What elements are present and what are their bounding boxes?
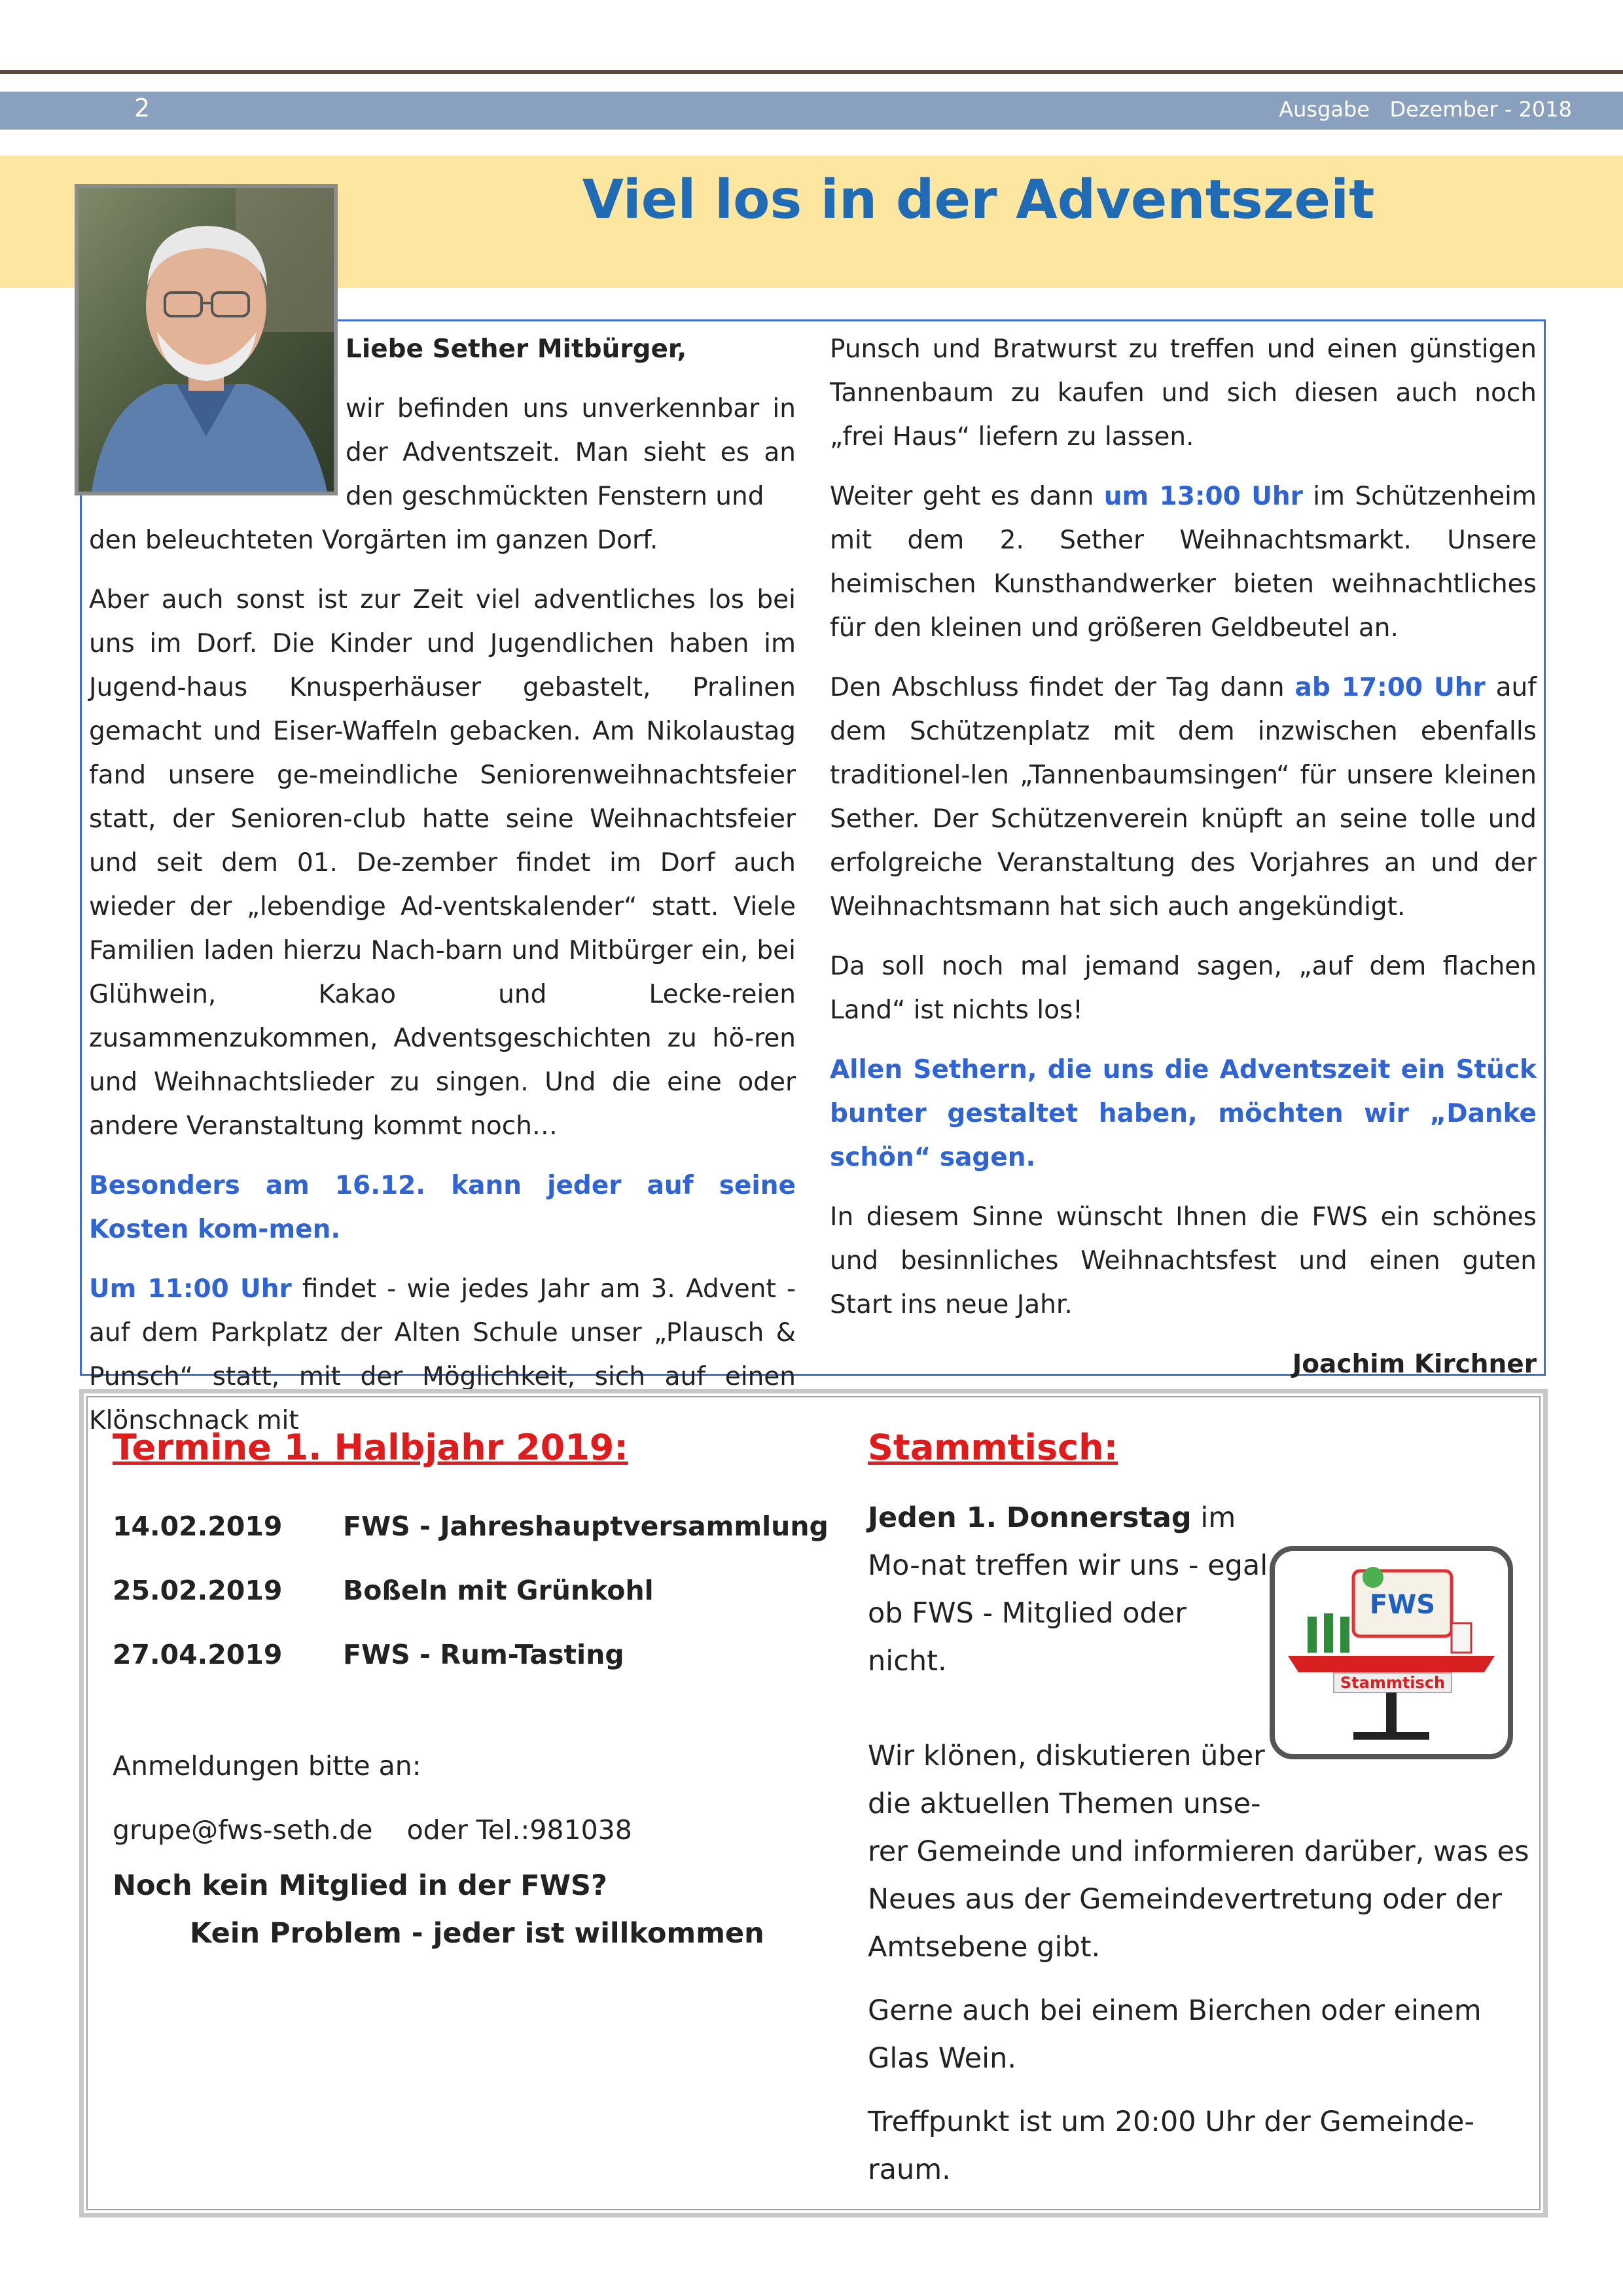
event-date: 25.02.2019 <box>113 1575 283 1606</box>
paragraph: Gerne auch bei einem Bierchen oder einem Glas Wein. <box>868 1994 1482 2075</box>
time-highlight: ab 17:00 Uhr <box>1294 673 1486 702</box>
termine-section <box>113 1427 829 1958</box>
page-title: Viel los in der Adventszeit <box>582 169 1375 231</box>
page-number: 2 <box>134 94 151 122</box>
logo-sign: Stammtisch <box>1340 1674 1446 1692</box>
paragraph: In diesem Sinne wünscht Ihnen die FWS ein schönes und besinnliches Weihnachtsfest und einen guten Start ins neue Jahr. <box>830 1202 1537 1319</box>
time-highlight: um 13:00 Uhr <box>1103 482 1303 511</box>
stammtisch-logo-icon <box>1275 1551 1508 1754</box>
highlight-paragraph: Besonders am 16.12. kann jeder auf seine Kosten kom-men. <box>89 1171 796 1244</box>
contact-info: grupe@fws-seth.de oder Tel.:981038 <box>113 1814 632 1846</box>
paragraph-text: im Schützenheim mit dem 2. Sether Weihnachtsmarkt. Unsere heimischen Kunsthandwerker bieten weihnachtliches für den kleinen und größeren Geldbeutel an. <box>830 482 1537 643</box>
salutation: Liebe Sether Mitbürger, <box>346 334 687 364</box>
stammtisch-section <box>868 1427 1535 2210</box>
paragraph: Aber auch sonst ist zur Zeit viel adventliches los bei uns im Dorf. Die Kinder und Jugendlichen haben im Jugend-haus Knusperhäuser gebastelt, Pralinen gemacht und Eiser-Waffeln gebacken. Am Nikolaustag fand unsere ge-meindliche Seniorenweihnachtsfeier statt, der Senioren-club hatte seine Weihnachtsfeier und seit dem 01. De-zember findet im Dorf auch wieder der „lebendige Ad-ventskalender“ statt. Viele Familien laden hierzu Nach-barn und Mitbürger ein, bei Glühwein, Kakao und Lecke-reien zusammenzukommen, Adventsgeschichten zu hö-ren und Weihnachtslieder zu singen. Und die eine oder andere Veranstaltung kommt noch… <box>89 585 796 1141</box>
paragraph: den beleuchteten Vorgärten im ganzen Dorf. <box>89 526 658 555</box>
signature: Joachim Kirchner <box>1292 1350 1537 1379</box>
membership-question: Noch kein Mitglied in der FWS? <box>113 1869 607 1902</box>
paragraph-text: auf dem Schützenplatz mit dem inzwischen ebenfalls traditionel-len „Tannenbaumsingen“ für unsere kleinen Sether. Der Schützenverein knüpft an seine tolle und erfolgreiche Veranstaltung des Vorjahres an und der Weihnachtsmann hat sich auch angekündigt. <box>830 673 1537 922</box>
stammtisch-logo <box>1270 1546 1513 1759</box>
meeting-day: Jeden 1. Donnerstag <box>868 1501 1192 1534</box>
event-name: FWS - Jahreshauptversammlung <box>343 1511 829 1542</box>
paragraph <box>830 666 1537 929</box>
top-rule <box>0 70 1623 74</box>
paragraph: Treffpunkt ist um 20:00 Uhr der Gemeinde-raum. <box>868 2106 1475 2186</box>
paragraph: wir befinden uns unverkennbar in der Adventszeit. Man sieht es an den geschmückten Fenstern und <box>346 394 796 511</box>
event-date: 14.02.2019 <box>113 1511 283 1542</box>
paragraph-text: Weiter geht es dann <box>830 482 1104 511</box>
termine-heading: Termine 1. Halbjahr 2019: <box>113 1427 628 1468</box>
thanks-paragraph: Allen Sethern, die uns die Adventszeit ein Stück bunter gestaltet haben, möchten wir „Danke schön“ sagen. <box>830 1055 1537 1172</box>
paragraph-text: Den Abschluss findet der Tag dann <box>830 673 1295 702</box>
event-row <box>113 1558 780 1623</box>
paragraph-text: Wir klönen, diskutieren über die aktuellen Themen unse-rer Gemeinde und informieren darüber, was es Neues aus der Gemeindevertretung oder der Amtsebene gibt. <box>868 1740 1529 1964</box>
paragraph: Da soll noch mal jemand sagen, „auf dem flachen Land“ ist nichts los! <box>830 952 1537 1025</box>
time-highlight: Um 11:00 Uhr <box>89 1274 292 1304</box>
event-name: Boßeln mit Grünkohl <box>343 1575 654 1606</box>
stammtisch-heading: Stammtisch: <box>868 1427 1118 1468</box>
membership-answer: Kein Problem - jeder ist willkommen <box>190 1917 764 1950</box>
paragraph <box>868 1732 1535 1971</box>
article-column-left <box>89 327 796 1458</box>
paragraph <box>868 1494 1274 1685</box>
paragraph <box>830 475 1537 650</box>
paragraph-text: findet - wie jedes Jahr am 3. Advent - auf dem Parkplatz der Alten Schule unser „Plausch & Punsch“ statt, mit der Möglichkeit, sich auf einen Klönschnack mit <box>89 1274 796 1435</box>
registration-label: Anmeldungen bitte an: <box>113 1750 421 1782</box>
paragraph-text: im Mo-nat treffen wir uns - egal ob FWS - Mitglied oder nicht. <box>868 1501 1268 1677</box>
event-name: FWS - Rum-Tasting <box>343 1639 624 1670</box>
logo-text: FWS <box>1369 1590 1436 1620</box>
paragraph: Punsch und Bratwurst zu treffen und einen günstigen Tannenbaum zu kaufen und sich diesen auch noch „frei Haus“ liefern zu lassen. <box>830 334 1537 452</box>
issue-label: Ausgabe Dezember - 2018 <box>1279 97 1572 122</box>
event-date: 27.04.2019 <box>113 1639 283 1670</box>
event-row <box>113 1623 780 1687</box>
article-column-right <box>830 327 1537 1402</box>
event-row <box>113 1494 829 1558</box>
